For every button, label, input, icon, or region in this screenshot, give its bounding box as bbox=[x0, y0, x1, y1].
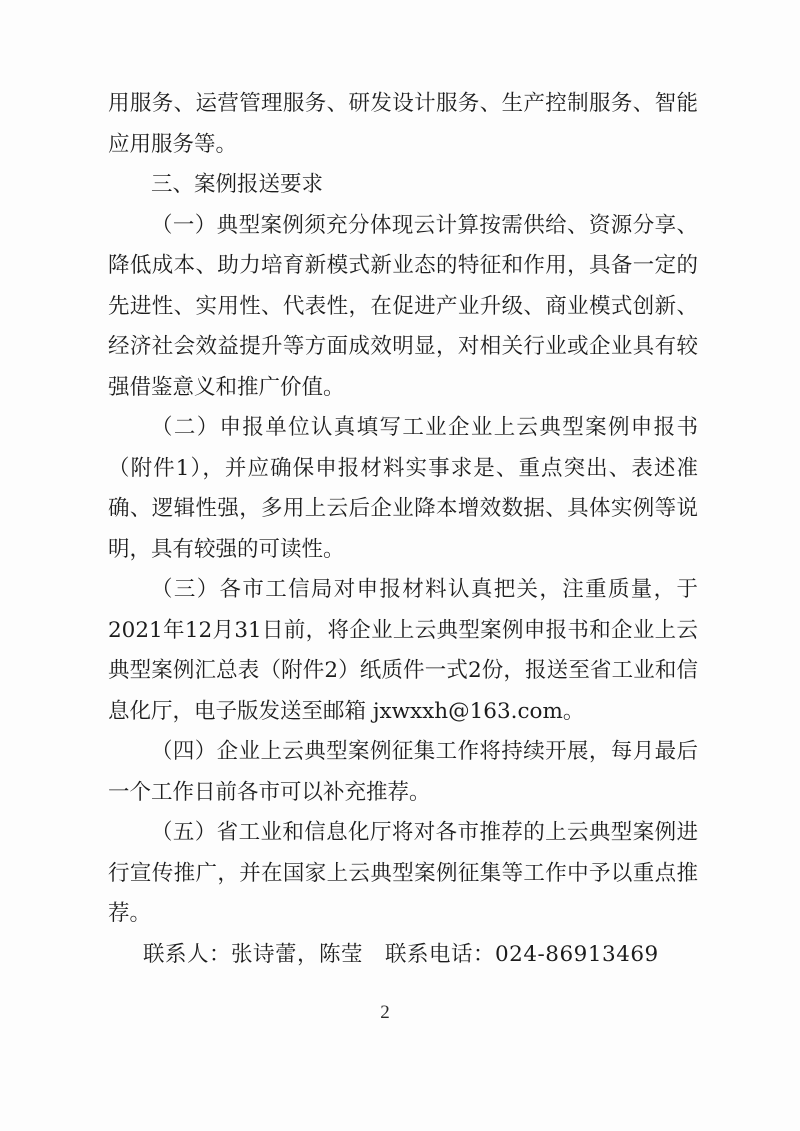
requirement-paragraph-4: （四）企业上云典型案例征集工作将持续开展，每月最后一个工作日前各市可以补充推荐。 bbox=[108, 739, 698, 805]
requirement-paragraph-5: （五）省工业和信息化厅将对各市推荐的上云典型案例进行宣传推广，并在国家上云典型案例征集等工作中予以重点推荐。 bbox=[108, 820, 698, 926]
requirement-paragraph-2: （二）申报单位认真填写工业企业上云典型案例申报书（附件1），并应确保申报材料实事求是、重点突出、表述准确、逻辑性强，多用上云后企业降本增效数据、具体实例等说明，具有较强的可读性。 bbox=[108, 415, 698, 562]
section-heading: 三、案例报送要求 bbox=[151, 172, 324, 197]
document-body bbox=[108, 84, 698, 975]
contact-line: 联系人：张诗蕾，陈莹 联系电话：024-86913469 bbox=[143, 941, 659, 967]
requirement-paragraph-1: （一）典型案例须充分体现云计算按需供给、资源分享、降低成本、助力培育新模式新业态的特征和作用，具备一定的先进性、实用性、代表性，在促进产业升级、商业模式创新、经济社会效益提升等方面成效明显，对相关行业或企业具有较强借鉴意义和推广价值。 bbox=[108, 212, 698, 400]
continuation-paragraph: 用服务、运营管理服务、研发设计服务、生产控制服务、智能应用服务等。 bbox=[108, 91, 698, 157]
requirement-paragraph-3: （三）各市工信局对申报材料认真把关，注重质量，于2021年12月31日前，将企业上云典型案例申报书和企业上云典型案例汇总表（附件2）纸质件一式2份，报送至省工业和信息化厅，电子版发送至邮箱 jxwxxh@163.com。 bbox=[108, 577, 698, 724]
page-number: 2 bbox=[380, 1002, 390, 1023]
